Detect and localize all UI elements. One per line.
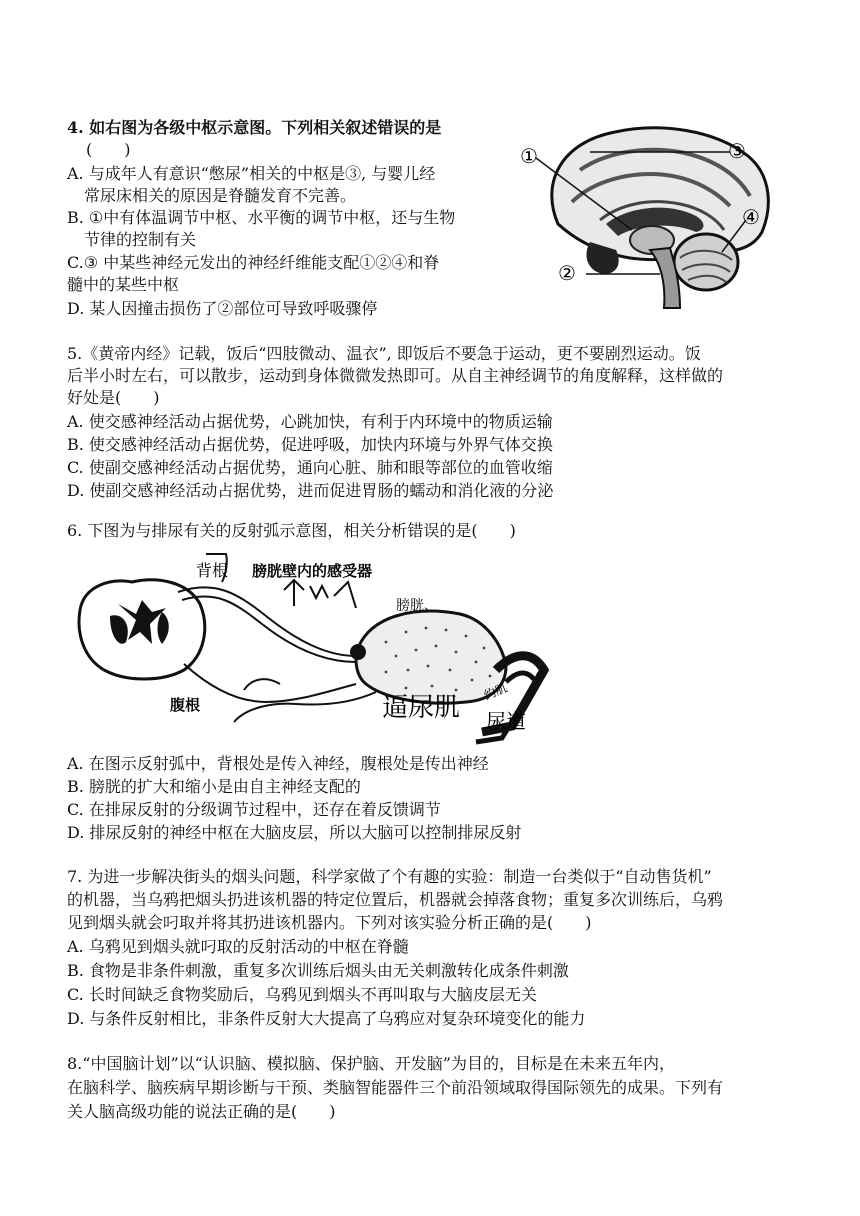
- q4-option-b: B. ①中有体温调节中枢、水平衡的调节中枢，还与生物: [67, 208, 456, 227]
- q8-stem-line3: 关人脑高级功能的说法正确的是( ): [67, 1102, 336, 1121]
- q5-stem-line1: 5.《黄帝内经》记载，饭后“四肢微动、温衣”, 即饭后不要急于运动，更不要剧烈运动。饭: [67, 344, 701, 363]
- q6-option-b: B. 膀胱的扩大和缩小是由自主神经支配的: [67, 777, 361, 796]
- q7-option-c: C. 长时间缺乏食物奖励后，乌鸦见到烟头不再叫取与大脑皮层无关: [67, 985, 537, 1004]
- brain-label-1: ①: [520, 144, 538, 168]
- label-bladder: 膀胱、: [396, 598, 438, 614]
- brain-label-2: ②: [558, 261, 576, 285]
- q5-stem-line3: 好处是( ): [67, 388, 160, 407]
- q6-stem: 6. 下图为与排尿有关的反射弧示意图，相关分析错误的是( ): [67, 521, 516, 540]
- label-urethra: 尿道: [486, 709, 526, 733]
- q4-answer-paren: ( ): [86, 140, 131, 159]
- label-ventral-root: 腹根: [170, 696, 201, 714]
- label-detrusor: 逼尿肌: [382, 693, 461, 723]
- q6-option-d: D. 排尿反射的神经中枢在大脑皮层，所以大脑可以控制排尿反射: [67, 823, 522, 842]
- q4-option-c-cont: 髓中的某些中枢: [67, 275, 180, 294]
- q5-option-b: B. 使交感神经活动占据优势，促进呼吸，加快内环境与外界气体交换: [67, 435, 553, 454]
- q4-option-c: C.③ 中某些神经元发出的神经纤维能支配①②④和脊: [67, 253, 440, 272]
- q8-stem-line2: 在脑科学、脑疾病早期诊断与干预、类脑智能器件三个前沿领域取得国际领先的成果。下列有: [67, 1078, 724, 1097]
- reflex-arc-figure: [66, 552, 566, 752]
- brain-label-4: ④: [742, 205, 760, 229]
- q4-stem: 4. 如右图为各级中枢示意图。下列相关叙述错误的是: [67, 118, 442, 137]
- q4-option-d: D. 某人因撞击损伤了②部位可导致呼吸骤停: [67, 299, 378, 318]
- label-sphincter: 约肌: [481, 680, 510, 703]
- q5-option-a: A. 使交感神经活动占据优势，心跳加快，有利于内环境中的物质运输: [67, 412, 553, 431]
- q6-option-a: A. 在图示反射弧中，背根处是传入神经，腹根处是传出神经: [67, 754, 489, 773]
- q8-stem-line1: 8.“中国脑计划”以“认识脑、模拟脑、保护脑、开发脑”为目的，目标是在未来五年内，: [67, 1054, 675, 1073]
- q5-option-d: D. 使副交感神经活动占据优势，进而促进胃肠的蠕动和消化液的分泌: [67, 481, 554, 500]
- q7-option-b: B. 食物是非条件刺激，重复多次训练后烟头由无关刺激转化成条件刺激: [67, 961, 569, 980]
- q7-stem-line2: 的机器，当乌鸦把烟头扔进该机器的特定位置后，机器就会掉落食物；重复多次训练后，乌鸦: [67, 890, 724, 909]
- q5-stem-line2: 后半小时左右，可以散步，运动到身体微微发热即可。从自主神经调节的角度解释，这样做的: [67, 366, 724, 385]
- label-dorsal-root: 背根: [196, 561, 229, 580]
- q7-option-d: D. 与条件反射相比，非条件反射大大提高了乌鸦应对复杂环境变化的能力: [67, 1009, 586, 1028]
- q4-option-a: A. 与成年人有意识“憋尿”相关的中枢是③, 与婴儿经: [67, 164, 436, 183]
- q7-stem-line3: 见到烟头就会叼取并将其扔进该机器内。下列对该实验分析正确的是( ): [67, 913, 592, 932]
- q7-option-a: A. 乌鸦见到烟头就叼取的反射活动的中枢在脊髓: [67, 937, 409, 956]
- brain-centers-figure: [510, 112, 800, 312]
- q7-stem-line1: 7. 为进一步解决街头的烟头问题，科学家做了个有趣的实验：制造一台类似于“自动售货机”: [67, 867, 712, 886]
- q4-option-a-cont: 常尿床相关的原因是脊髓发育不完善。: [84, 186, 357, 205]
- q6-option-c: C. 在排尿反射的分级调节过程中，还存在着反馈调节: [67, 800, 441, 819]
- brain-label-3: ③: [728, 139, 746, 163]
- label-receptor: 膀胱壁内的感受器: [252, 562, 373, 580]
- q5-option-c: C. 使副交感神经活动占据优势，通向心脏、肺和眼等部位的血管收缩: [67, 458, 553, 477]
- q4-option-b-cont: 节律的控制有关: [84, 230, 197, 249]
